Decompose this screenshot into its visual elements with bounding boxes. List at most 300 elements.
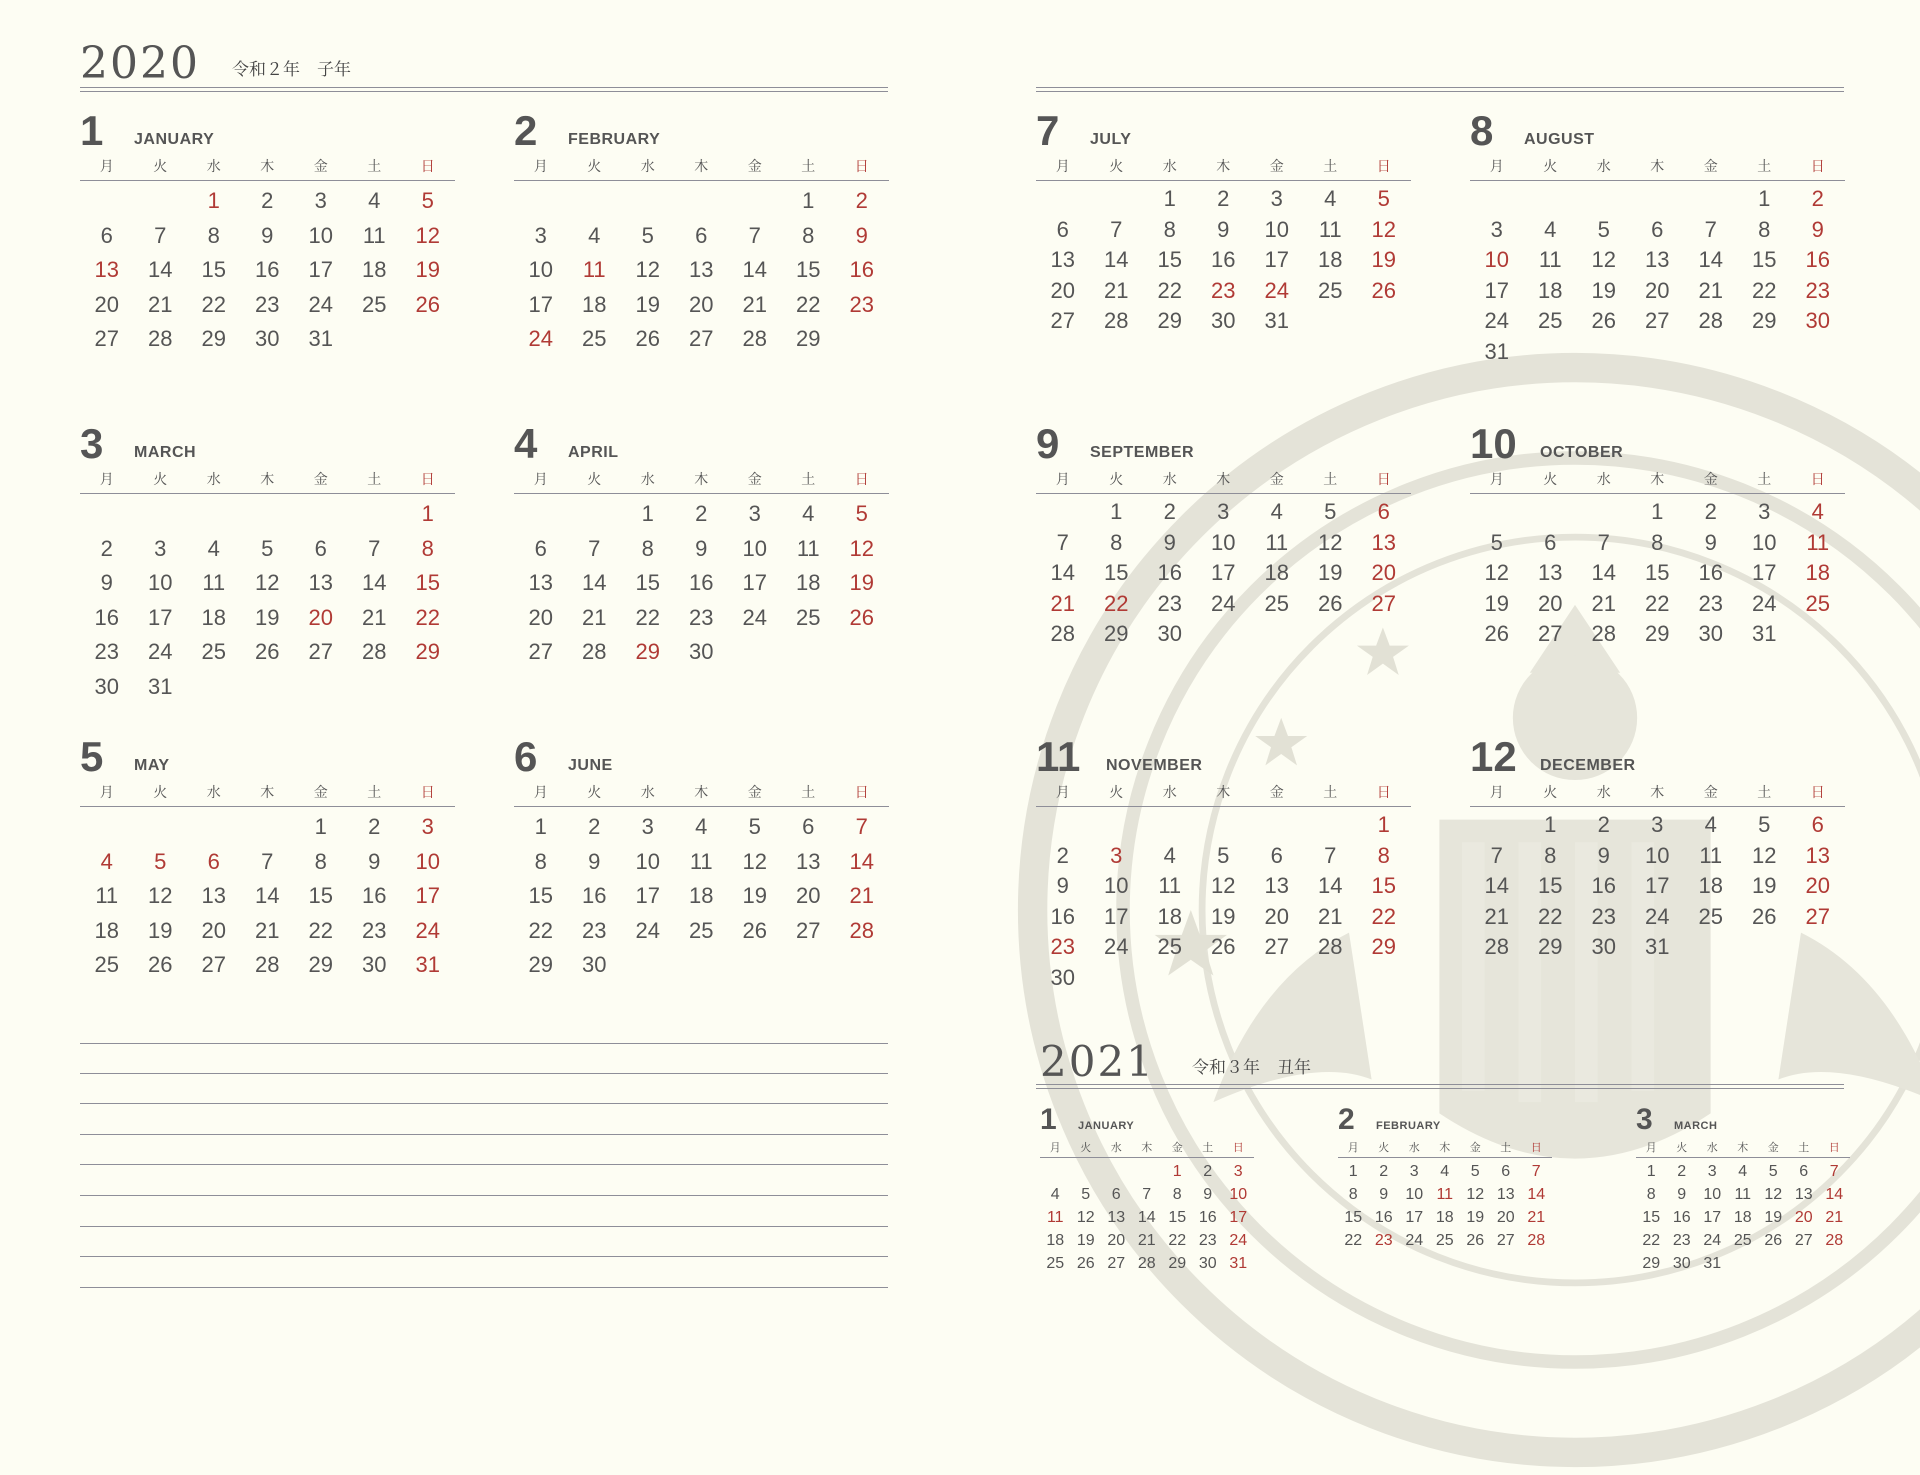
day-cell: 25 [201,639,226,664]
day-cell: 23 [94,639,119,664]
day-cell: 5 [1470,1163,1480,1180]
day-cell: 26 [255,639,280,664]
day-cell: 28 [1698,308,1723,333]
day-cell: 16 [689,570,714,595]
weekday-header [80,782,455,802]
day-cell: 6 [1501,1163,1511,1180]
day-cell: 2 [695,501,708,526]
empty-cell [1524,337,1578,368]
empty-cell [1357,963,1411,994]
weekday-label: 火 [587,472,602,488]
day-cell: 4 [1050,1186,1060,1203]
day-cell: 21 [742,291,767,317]
day-cell: 27 [1794,1232,1813,1249]
day-cell: 22 [308,917,333,943]
day-cell: 17 [148,604,173,630]
weekday-label: 水 [206,159,221,175]
empty-cell [1090,184,1144,215]
weekday-label: 日 [1810,472,1825,488]
weekday-label: 金 [1703,472,1718,488]
weekday-label: 火 [1109,785,1124,801]
day-cell: 29 [796,326,821,351]
day-cell: 11 [1318,216,1342,242]
day-cell: 30 [255,326,280,351]
day-cell: 31 [1229,1255,1248,1272]
weekday-label: 水 [1162,785,1177,801]
weekday-label: 月 [533,159,548,175]
day-cell: 18 [1046,1232,1065,1249]
weekday-header [1338,1139,1552,1155]
day-cell: 14 [1484,873,1509,898]
week-row [80,601,455,636]
weekday-label: 土 [1323,472,1338,488]
day-cell: 28 [1318,934,1343,959]
month-name: APRIL [568,444,619,461]
day-cell: 22 [1538,903,1563,929]
day-cell: 22 [528,917,553,943]
day-cell: 31 [148,673,173,699]
day-cell: 13 [1538,560,1563,585]
day-cell: 23 [582,917,607,943]
weekday-label: 土 [1202,1141,1214,1154]
day-cell: 14 [148,257,173,282]
day-cell: 21 [1104,277,1129,303]
day-cell: 27 [1264,934,1289,959]
week-row [1036,619,1411,650]
weekday-rule [514,493,889,494]
week-row [1470,528,1845,559]
day-cell: 10 [308,222,333,248]
note-line [80,1134,888,1135]
day-cell: 1 [314,814,327,839]
day-cell: 23 [849,291,874,317]
day-cell: 12 [1764,1186,1783,1203]
day-cell: 28 [1825,1232,1844,1249]
year-title: 2020 [80,38,200,89]
day-cell: 4 [1738,1163,1748,1180]
weekday-label: 金 [747,785,762,801]
day-cell: 16 [1698,560,1723,585]
day-cell: 6 [314,535,327,561]
day-cell: 3 [1758,499,1771,524]
day-cell: 27 [1050,308,1075,333]
day-cell: 9 [261,222,274,248]
day-cell: 28 [849,917,874,943]
day-cell: 16 [849,257,874,282]
day-cell: 28 [1137,1255,1156,1272]
week-row [514,948,889,983]
weekday-label: 月 [533,472,548,488]
empty-cell [1789,1252,1820,1275]
empty-cell [1791,337,1845,368]
week-row [80,322,455,357]
weekday-label: 火 [153,785,168,801]
month-number: 3 [80,420,104,467]
day-cell: 2 [1379,1163,1389,1180]
day-cell: 23 [1805,277,1830,303]
day-cell: 27 [528,639,553,664]
day-cell: 26 [148,952,173,977]
day-cell: 18 [1733,1209,1752,1226]
day-cell: 2 [1163,499,1176,524]
day-cell: 22 [1157,277,1182,303]
empty-cell [1101,1160,1132,1183]
day-cell: 16 [1591,873,1616,898]
day-cell: 21 [1591,590,1616,616]
day-cell: 10 [635,848,660,874]
month-name: DECEMBER [1540,757,1636,774]
day-cell: 25 [1698,903,1723,929]
day-cell: 2 [368,814,381,839]
day-cell: 24 [742,604,767,630]
day-cell: 11 [1806,529,1830,555]
weekday-label: 月 [1489,472,1504,488]
day-cell: 23 [362,917,387,943]
day-cell: 28 [1104,308,1129,333]
note-line [80,1287,888,1288]
week-row [1036,841,1411,872]
day-cell: 23 [1374,1232,1393,1249]
day-cell: 6 [802,814,815,839]
day-cell: 11 [202,570,226,595]
day-cell: 16 [582,883,607,908]
month-name: JUNE [568,757,613,774]
weekday-rule [80,180,455,181]
day-cell: 15 [635,570,660,595]
day-cell: 27 [94,326,119,351]
day-cell: 30 [1591,934,1616,959]
day-cell: 19 [1318,560,1343,585]
day-cell: 29 [1104,621,1129,646]
day-cell: 7 [588,535,601,561]
month-number: 7 [1036,107,1060,154]
day-cell: 6 [1377,499,1390,524]
weekday-label: 金 [1269,159,1284,175]
day-cell: 10 [1405,1186,1424,1203]
month-name: JANUARY [134,131,215,148]
weekday-label: 金 [1703,785,1718,801]
day-cell: 6 [1111,1186,1121,1203]
day-cell: 3 [1651,812,1664,837]
day-cell: 30 [1198,1255,1217,1272]
day-cell: 25 [1264,590,1289,616]
month-number: 1 [80,107,104,154]
day-cell: 6 [1544,529,1557,555]
month-number: 12 [1470,733,1517,780]
day-cell: 26 [635,326,660,351]
day-cell: 29 [1538,934,1563,959]
day-cell: 2 [100,535,113,561]
day-cell: 5 [1758,812,1771,837]
week-row [80,253,455,288]
day-cell: 4 [588,222,601,248]
day-cell: 29 [528,952,553,977]
weekday-label: 日 [420,159,435,175]
day-cell: 20 [1794,1209,1813,1226]
day-cell: 6 [1799,1163,1809,1180]
day-cell: 31 [1703,1255,1722,1272]
empty-cell [348,670,402,705]
day-cell: 22 [1642,1232,1661,1249]
empty-cell [1631,337,1685,368]
weekday-label: 土 [367,159,382,175]
day-cell: 19 [635,291,660,317]
year-subtitle-2021: 令和３年 丑年 [1192,1058,1311,1078]
weekday-label: 木 [694,159,709,175]
weekday-label: 水 [1110,1141,1122,1154]
header-rule [1036,91,1844,92]
weekday-label: 土 [367,472,382,488]
empty-cell [782,948,836,983]
day-cell: 25 [689,917,714,943]
month-number: 6 [514,733,538,780]
empty-cell [241,810,295,845]
empty-cell [134,497,188,532]
empty-cell [1250,810,1304,841]
header-rule [1036,1084,1844,1085]
day-cell: 25 [1538,308,1563,333]
day-cell: 4 [1163,842,1176,868]
day-cell: 27 [201,952,226,977]
month-name: MARCH [1674,1120,1718,1132]
day-cell: 19 [1764,1209,1783,1226]
month-number: 3 [1636,1103,1653,1136]
day-cell: 24 [1211,590,1236,616]
day-cell: 15 [528,883,553,908]
weekday-label: 火 [1543,159,1558,175]
day-cell: 13 [94,257,119,282]
week-row [514,845,889,880]
day-cell: 24 [148,639,173,664]
day-cell: 20 [1538,590,1563,616]
day-cell: 16 [1050,903,1075,929]
weekday-label: 金 [313,159,328,175]
day-cell: 22 [635,604,660,630]
day-cell: 2 [261,188,274,213]
day-cell: 19 [1076,1232,1095,1249]
day-cell: 24 [1264,277,1289,303]
day-cell: 26 [1591,308,1616,333]
month-number: 4 [514,420,538,467]
day-cell: 11 [1265,529,1289,555]
weekday-rule [80,806,455,807]
day-cell: 28 [255,952,280,977]
empty-cell [1036,810,1090,841]
day-cell: 31 [415,952,440,977]
week-row [1470,871,1845,902]
day-cell: 20 [1371,560,1396,585]
note-line [80,1164,888,1165]
empty-cell [1631,184,1685,215]
day-cell: 14 [1591,560,1616,585]
weekday-label: 土 [1323,785,1338,801]
day-cell: 8 [1377,842,1390,868]
day-cell: 26 [415,291,440,317]
day-cell: 21 [1050,590,1075,616]
day-cell: 30 [1805,308,1830,333]
header-rule [80,91,888,92]
empty-cell [1357,306,1411,337]
empty-cell [187,670,241,705]
weekday-label: 土 [1323,159,1338,175]
day-cell: 9 [1217,216,1230,242]
empty-cell [1684,932,1738,963]
note-line [80,1256,888,1257]
day-cell: 17 [635,883,660,908]
week-row [80,184,455,219]
weekday-label: 木 [694,472,709,488]
weekday-label: 木 [260,785,275,801]
day-cell: 16 [1805,247,1830,272]
day-cell: 3 [421,814,434,839]
day-cell: 14 [582,570,607,595]
day-cell: 13 [528,570,553,595]
day-cell: 20 [1645,277,1670,303]
weekday-label: 日 [1232,1141,1244,1154]
weekday-label: 土 [1500,1141,1512,1154]
empty-cell [728,948,782,983]
day-cell: 8 [1110,529,1123,555]
day-cell: 17 [1264,247,1289,272]
day-cell: 18 [362,257,387,282]
day-cell: 12 [1591,247,1616,272]
note-line [80,1103,888,1104]
day-cell: 1 [421,501,434,526]
week-row [514,601,889,636]
weekday-label: 月 [1049,1141,1061,1154]
day-cell: 1 [641,501,654,526]
day-cell: 31 [1264,308,1289,333]
day-cell: 17 [1703,1209,1722,1226]
empty-cell [1197,963,1251,994]
weekday-header [1036,156,1411,176]
day-cell: 28 [362,639,387,664]
empty-cell [1738,932,1792,963]
day-cell: 21 [1698,277,1723,303]
day-cell: 15 [1157,247,1182,272]
day-cell: 22 [1371,903,1396,929]
day-cell: 22 [1104,590,1129,616]
weekday-label: 火 [1543,785,1558,801]
day-cell: 30 [362,952,387,977]
weekday-label: 水 [640,785,655,801]
weekday-label: 日 [1376,159,1391,175]
day-cell: 9 [100,570,113,595]
empty-cell [348,322,402,357]
week-row [514,219,889,254]
day-cell: 27 [308,639,333,664]
weekday-label: 土 [1757,159,1772,175]
week-row [1036,497,1411,528]
weekday-rule [80,493,455,494]
day-cell: 14 [1698,247,1723,272]
day-cell: 24 [1104,934,1129,959]
weekday-label: 火 [1109,159,1124,175]
empty-cell [294,670,348,705]
day-cell: 3 [314,188,327,213]
day-cell: 23 [1157,590,1182,616]
day-cell: 15 [796,257,821,282]
day-cell: 4 [368,188,381,213]
day-cell: 20 [1107,1232,1126,1249]
day-cell: 20 [689,291,714,317]
weekday-label: 月 [1055,159,1070,175]
day-cell: 15 [1371,873,1396,898]
day-cell: 16 [1672,1209,1691,1226]
weekday-label: 水 [1706,1141,1718,1154]
day-cell: 26 [1466,1232,1485,1249]
day-cell: 25 [1318,277,1343,303]
day-cell: 30 [1698,621,1723,646]
day-cell: 18 [94,917,119,943]
week-row [514,914,889,949]
day-cell: 14 [742,257,767,282]
day-cell: 1 [207,188,220,213]
weekday-label: 金 [313,785,328,801]
day-cell: 24 [1405,1232,1424,1249]
empty-cell [675,184,729,219]
weekday-label: 土 [1757,472,1772,488]
day-cell: 19 [148,917,173,943]
day-cell: 11 [362,222,386,248]
day-cell: 5 [154,848,167,874]
empty-cell [1577,497,1631,528]
day-cell: 22 [1344,1232,1363,1249]
weekday-label: 木 [1650,159,1665,175]
day-cell: 2 [1597,812,1610,837]
day-cell: 7 [261,848,274,874]
day-cell: 12 [1466,1186,1485,1203]
empty-cell [1357,619,1411,650]
week-row [1470,497,1845,528]
weekday-rule [1036,806,1411,807]
day-cell: 23 [255,291,280,317]
day-cell: 28 [1591,621,1616,646]
empty-cell [568,184,622,219]
day-cell: 21 [1484,903,1509,929]
weekday-label: 金 [1171,1141,1183,1154]
day-cell: 26 [1371,277,1396,303]
week-row [1470,337,1845,368]
month-number: 2 [1338,1103,1355,1136]
weekday-label: 木 [694,785,709,801]
day-cell: 18 [1157,903,1182,929]
day-cell: 3 [1110,842,1123,868]
day-cell: 7 [1531,1163,1541,1180]
day-cell: 24 [1484,308,1509,333]
empty-cell [1819,1252,1850,1275]
day-cell: 5 [1081,1186,1091,1203]
day-cell: 20 [1805,873,1830,898]
day-cell: 2 [1217,186,1230,211]
empty-cell [1791,619,1845,650]
weekday-label: 木 [1216,159,1231,175]
weekday-rule [1338,1157,1552,1158]
day-cell: 19 [415,257,440,282]
day-cell: 6 [1270,842,1283,868]
day-cell: 1 [1110,499,1123,524]
empty-cell [1132,1160,1163,1183]
day-cell: 19 [1466,1209,1485,1226]
day-cell: 9 [1163,529,1176,555]
week-row [514,253,889,288]
day-cell: 12 [1318,529,1343,555]
day-cell: 10 [1229,1186,1248,1203]
day-cell: 12 [255,570,280,595]
day-cell: 21 [1825,1209,1844,1226]
header-rule [1036,1088,1844,1089]
weekday-header [80,156,455,176]
